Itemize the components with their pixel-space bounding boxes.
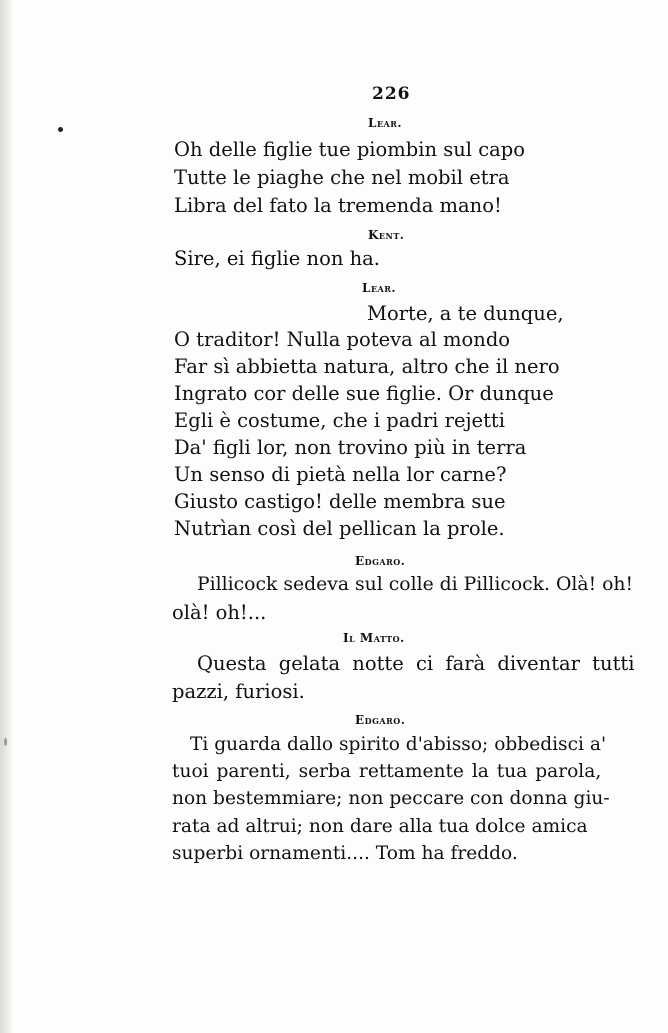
verse-line: Morte, a te dunque, (367, 302, 564, 325)
ink-speck (58, 127, 63, 132)
speaker-edgaro: Edgaro. (355, 554, 406, 568)
prose-line: non bestemmiare; non peccare con donna giu- (172, 788, 610, 809)
prose-line: Ti guarda dallo spirito d'abisso; obbedisci a' (190, 734, 607, 755)
verse-line: Un senso di pietà nella lor carne? (174, 463, 507, 486)
speaker-lear: Lear. (368, 116, 403, 130)
verse-line: Giusto castigo! delle membra sue (174, 490, 506, 513)
page-number: 226 (372, 84, 411, 104)
speaker-edgaro: Edgaro. (355, 713, 406, 727)
verse-line: Far sì abbietta natura, altro che il nero (174, 355, 560, 378)
verse-line: Da' figli lor, non trovino più in terra (174, 436, 527, 459)
prose-line: superbi ornamenti.... Tom ha freddo. (172, 843, 518, 864)
speaker-matto: Il Matto. (343, 631, 405, 645)
ink-speck (4, 738, 7, 746)
verse-line: Oh delle figlie tue piombin sul capo (174, 138, 526, 161)
prose-line: olà! oh!... (172, 601, 267, 624)
prose-line: pazzi, furiosi. (172, 680, 305, 703)
verse-line: O traditor! Nulla poteva al mondo (174, 328, 511, 351)
speaker-lear: Lear. (362, 281, 397, 295)
verse-line: Nutrìan così del pellican la prole. (174, 517, 505, 540)
verse-line: Tutte le piaghe che nel mobil etra (174, 166, 510, 189)
verse-line: Sire, ei figlie non ha. (174, 247, 380, 270)
prose-line: rata ad altrui; non dare alla tua dolce amica (172, 816, 588, 837)
prose-line: Questa gelata notte ci farà diventar tutti (197, 652, 635, 675)
verse-line: Libra del fato la tremenda mano! (174, 194, 502, 217)
prose-line: tuoi parenti, serba rettamente la tua parola, (172, 761, 602, 782)
verse-line: Ingrato cor delle sue figlie. Or dunque (174, 382, 554, 405)
page-edge-shadow (0, 0, 14, 1033)
prose-line: Pillicock sedeva sul colle di Pillicock. Olà! oh! (197, 574, 634, 595)
speaker-kent: Kent. (368, 228, 405, 242)
verse-line: Egli è costume, che i padri rejetti (174, 409, 505, 432)
